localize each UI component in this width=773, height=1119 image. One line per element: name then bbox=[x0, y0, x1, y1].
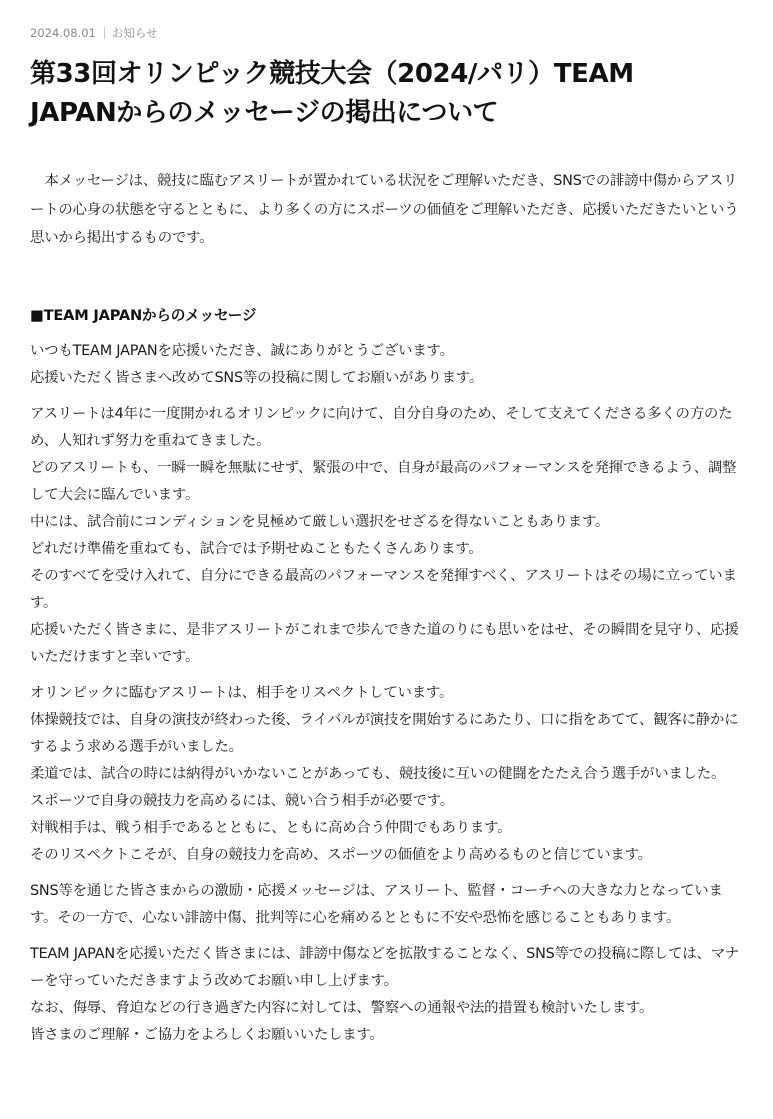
category-label[interactable]: お知らせ bbox=[111, 26, 158, 40]
message-line: アスリートは4年に一度開かれるオリンピックに向けて、自分自身のため、そして支えてくださる多くの方のため、人知れず努力を重ねてきました。 bbox=[30, 405, 733, 449]
message-paragraph bbox=[30, 680, 749, 869]
article-meta bbox=[30, 25, 749, 41]
lead-paragraph: 本メッセージは、競技に臨むアスリートが置かれている状況をご理解いただき、SNSでの誹謗中傷からアスリートの心身の状態を守るとともに、より多くの方にスポーツの価値をご理解いただき、応援いただきたいという思いから掲出するものです。 bbox=[30, 173, 739, 246]
message-line: 体操競技では、自身の演技が終わった後、ライバルが演技を開始するにあたり、口に指をあてて、観客に静かにするよう求める選手がいました。 bbox=[30, 711, 739, 755]
message-line: 皆さまのご理解・ご協力をよろしくお願いいたします。 bbox=[30, 1026, 384, 1043]
message-line: 応援いただく皆さまへ改めてSNS等の投稿に関してお願いがあります。 bbox=[30, 369, 484, 386]
message-line: そのリスペクトこそが、自身の競技力を高め、スポーツの価値をより高めるものと信じています。 bbox=[30, 846, 652, 863]
section-heading: ■TEAM JAPANからのメッセージ bbox=[30, 306, 257, 324]
page-title-line-2: JAPANからのメッセージの掲出について bbox=[30, 98, 499, 128]
message-line: 柔道では、試合の時には納得がいかないことがあっても、競技後に互いの健闘をたたえ合う選手がいました。 bbox=[30, 765, 726, 782]
message-line: SNS等を通じた皆さまからの激励・応援メッセージは、アスリート、監督・コーチへの大きな力となっています。その一方で、心ない誹謗中傷、批判等に心を痛めるとともに不安や恐怖を感じることもあります。 bbox=[30, 882, 723, 926]
meta-divider bbox=[104, 27, 105, 39]
message-line: 対戦相手は、戦う相手であるとともに、ともに高め合う仲間でもあります。 bbox=[30, 819, 512, 836]
publish-date: 2024.08.01 bbox=[30, 26, 96, 40]
message-line: 中には、試合前にコンディションを見極めて厳しい選択をせざるを得ないこともあります。 bbox=[30, 513, 610, 530]
message-line: なお、侮辱、脅迫などの行き過ぎた内容に対しては、警察への通報や法的措置も検討いたします。 bbox=[30, 999, 654, 1016]
message-line: 応援いただく皆さまに、是非アスリートがこれまで歩んできた道のりにも思いをはせ、その瞬間を見守り、応援いただけますと幸いです。 bbox=[30, 621, 739, 665]
message-line: TEAM JAPANを応援いただく皆さまには、誹謗中傷などを拡散することなく、SNS等での投稿に際しては、マナーを守っていただきますよう改めてお願い申し上げます。 bbox=[30, 945, 740, 989]
message-line: オリンピックに臨むアスリートは、相手をリスペクトしています。 bbox=[30, 684, 454, 701]
message-paragraph bbox=[30, 941, 749, 1049]
message-line: スポーツで自身の競技力を高めるには、競い合う相手が必要です。 bbox=[30, 792, 454, 809]
message-line: どのアスリートも、一瞬一瞬を無駄にせず、緊張の中で、自身が最高のパフォーマンスを発揮できるよう、調整して大会に臨んでいます。 bbox=[30, 459, 737, 503]
message-body bbox=[30, 338, 749, 1049]
message-paragraph bbox=[30, 401, 749, 671]
message-line: そのすべてを受け入れて、自分にできる最高のパフォーマンスを発揮すべく、アスリートはその場に立っています。 bbox=[30, 567, 737, 611]
page-title bbox=[30, 55, 749, 133]
message-line: どれだけ準備を重ねても、試合では予期せぬこともたくさんあります。 bbox=[30, 540, 483, 557]
page-title-line-1: 第33回オリンピック競技大会（2024/パリ）TEAM bbox=[30, 59, 634, 89]
message-paragraph bbox=[30, 878, 749, 932]
message-line: いつもTEAM JAPANを応援いただき、誠にありがとうございます。 bbox=[30, 342, 454, 359]
message-paragraph bbox=[30, 338, 749, 392]
